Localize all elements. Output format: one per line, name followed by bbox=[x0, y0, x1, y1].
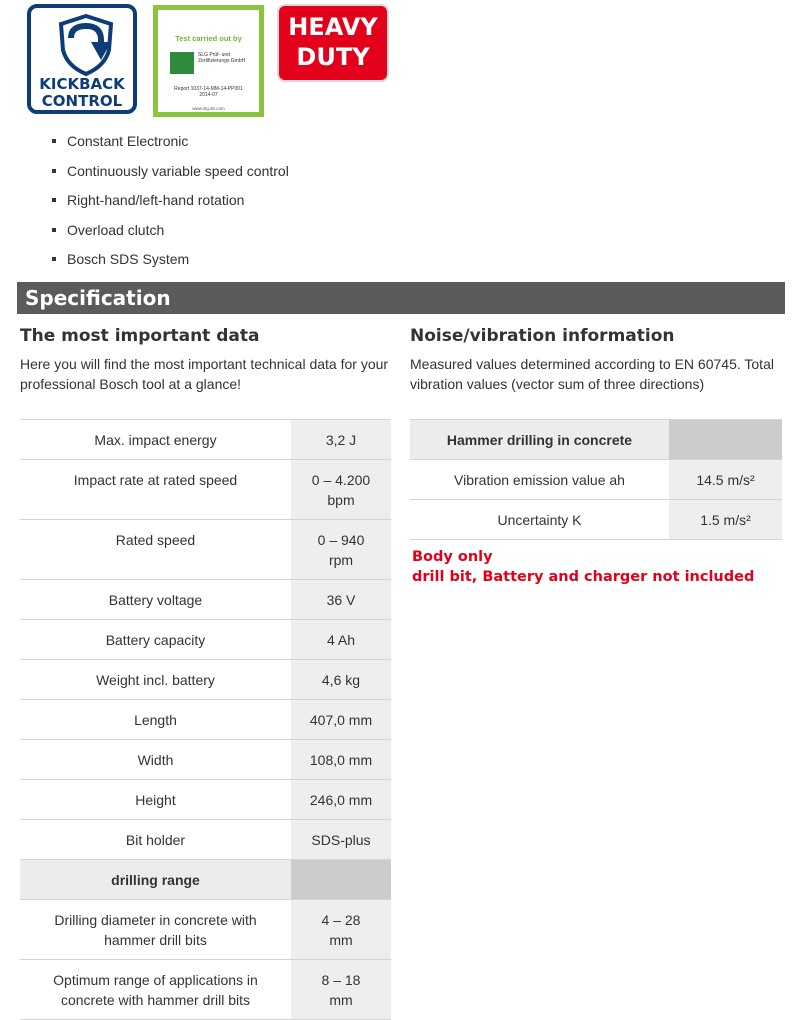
list-item: Constant Electronic bbox=[50, 131, 289, 161]
kickback-label-2: CONTROL bbox=[41, 92, 123, 110]
specification-header: Specification bbox=[17, 282, 785, 314]
table-row bbox=[20, 780, 391, 820]
row-label: Bit holder bbox=[20, 820, 291, 860]
important-data-description: Here you will find the most important technical data for your professional Bosch tool at a glance! bbox=[20, 356, 389, 392]
test-url: www.slg.de.com bbox=[192, 106, 225, 111]
row-label: Height bbox=[20, 780, 291, 820]
heavy-duty-badge bbox=[279, 6, 387, 80]
bullet-icon bbox=[52, 198, 56, 202]
row-value: 0 – 940 rpm bbox=[291, 520, 391, 580]
row-value: 4,6 kg bbox=[291, 660, 391, 700]
group-label: drilling range bbox=[20, 860, 291, 900]
important-data-table bbox=[20, 419, 391, 1020]
list-item: Overload clutch bbox=[50, 220, 289, 250]
table-row bbox=[20, 420, 391, 460]
test-certificate-badge bbox=[153, 5, 264, 117]
row-label: Battery voltage bbox=[20, 580, 291, 620]
noise-vibration-table bbox=[410, 419, 782, 540]
list-item: Right-hand/left-hand rotation bbox=[50, 190, 289, 220]
row-value: 36 V bbox=[291, 580, 391, 620]
row-value: 108,0 mm bbox=[291, 740, 391, 780]
group-label: Hammer drilling in concrete bbox=[410, 420, 669, 460]
row-value: 8 – 18 mm bbox=[291, 960, 391, 1020]
row-label: Vibration emission value ah bbox=[410, 460, 669, 500]
table-row bbox=[20, 660, 391, 700]
bullet-icon bbox=[52, 139, 56, 143]
table-group-row bbox=[20, 860, 391, 900]
row-label: Drilling diameter in concrete with hammer drill bits bbox=[20, 900, 291, 960]
row-label: Max. impact energy bbox=[20, 420, 291, 460]
table-row bbox=[20, 900, 391, 960]
heavy-label-2: DUTY bbox=[296, 43, 370, 71]
list-item: Continuously variable speed control bbox=[50, 161, 289, 191]
row-label: Optimum range of applications in concrete with hammer drill bits bbox=[20, 960, 291, 1020]
noise-vibration-description: Measured values determined according to EN 60745. Total vibration values (vector sum of three directions) bbox=[410, 356, 774, 392]
test-org: SLG Prüf- und Zertifizierungs GmbH bbox=[198, 52, 246, 64]
bullet-icon bbox=[52, 257, 56, 261]
heavy-label-1: HEAVY bbox=[288, 13, 378, 41]
table-row bbox=[20, 960, 391, 1020]
list-item: Bosch SDS System bbox=[50, 249, 289, 279]
row-value: SDS-plus bbox=[291, 820, 391, 860]
row-label: Uncertainty K bbox=[410, 500, 669, 540]
table-row bbox=[20, 700, 391, 740]
feature-list bbox=[50, 131, 289, 279]
row-value: 14.5 m/s² bbox=[669, 460, 782, 500]
note-not-included: drill bit, Battery and charger not included bbox=[412, 569, 755, 585]
row-value: 407,0 mm bbox=[291, 700, 391, 740]
group-blank-cell bbox=[291, 860, 391, 900]
table-group-row bbox=[410, 420, 782, 460]
row-value: 0 – 4.200 bpm bbox=[291, 460, 391, 520]
test-title: Test carried out by bbox=[175, 34, 242, 43]
kickback-control-badge bbox=[27, 4, 137, 114]
kickback-label-1: KICKBACK bbox=[39, 75, 125, 93]
bullet-icon bbox=[52, 228, 56, 232]
bullet-icon bbox=[52, 169, 56, 173]
table-row bbox=[20, 620, 391, 660]
test-report: Report 1037-14-MM-14-PP001 2014-07 bbox=[174, 86, 243, 98]
table-row bbox=[20, 460, 391, 520]
row-value: 4 Ah bbox=[291, 620, 391, 660]
row-value: 4 – 28 mm bbox=[291, 900, 391, 960]
row-value: 3,2 J bbox=[291, 420, 391, 460]
shield-arrow-icon bbox=[57, 14, 115, 76]
row-value: 1.5 m/s² bbox=[669, 500, 782, 540]
slg-logo-icon bbox=[170, 52, 194, 74]
row-label: Length bbox=[20, 700, 291, 740]
row-value: 246,0 mm bbox=[291, 780, 391, 820]
table-row bbox=[20, 820, 391, 860]
row-label: Weight incl. battery bbox=[20, 660, 291, 700]
group-blank-cell bbox=[669, 420, 782, 460]
note-body-only: Body only bbox=[412, 549, 493, 565]
table-row bbox=[410, 500, 782, 540]
table-row bbox=[20, 520, 391, 580]
important-data-title: The most important data bbox=[20, 326, 260, 346]
noise-vibration-title: Noise/vibration information bbox=[410, 326, 675, 346]
table-row bbox=[410, 460, 782, 500]
row-label: Impact rate at rated speed bbox=[20, 460, 291, 520]
row-label: Width bbox=[20, 740, 291, 780]
table-row bbox=[20, 740, 391, 780]
table-row bbox=[20, 580, 391, 620]
row-label: Battery capacity bbox=[20, 620, 291, 660]
row-label: Rated speed bbox=[20, 520, 291, 580]
